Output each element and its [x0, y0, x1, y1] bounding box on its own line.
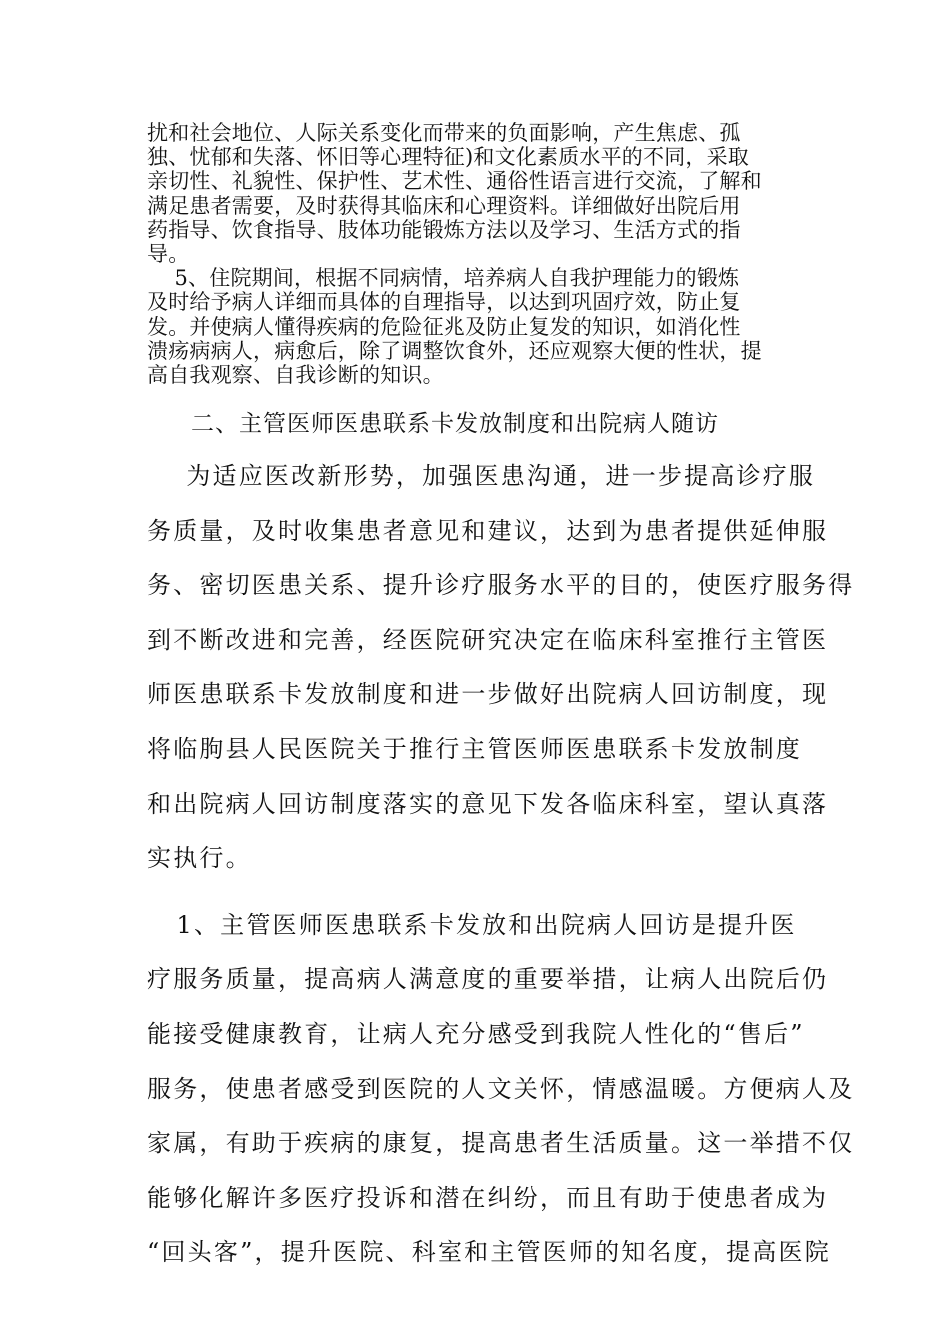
text-line: 服务，使患者感受到医院的人文关怀，情感温暖。方便病人及	[147, 1074, 855, 1103]
paragraph-item-1	[147, 905, 855, 1287]
text-line: 满足患者需要，及时获得其临床和心理资料。详细做好出院后用	[147, 193, 741, 218]
text-line: 扰和社会地位、人际关系变化而带来的负面影响，产生焦虑、孤	[147, 121, 741, 145]
text-line: 5、住院期间，根据不同病情，培养病人自我护理能力的锻炼	[147, 266, 740, 291]
text-line: 疗服务质量，提高病人满意度的重要举措，让病人出院后仍	[147, 965, 829, 994]
text-line: 及时给予病人详细而具体的自理指导，以达到巩固疗效，防止复	[147, 290, 741, 315]
text-line: 独、忧郁和失落、怀旧等心理特征)和文化素质水平的不同，采取	[147, 145, 749, 170]
paragraph-announcement	[147, 456, 855, 893]
text-line: 和出院病人回访制度落实的意见下发各临床科室，望认真落	[147, 789, 829, 818]
text-line: 导。	[147, 241, 190, 266]
text-line: 师医患联系卡发放制度和进一步做好出院病人回访制度，现	[147, 680, 829, 709]
text-line: 家属，有助于疾病的康复，提高患者生活质量。这一举措不仅	[147, 1129, 855, 1158]
paragraph-spacer	[147, 893, 807, 905]
text-line: 实执行。	[147, 844, 252, 873]
text-line: 能够化解许多医疗投诉和潜在纠纷，而且有助于使患者成为	[147, 1183, 829, 1212]
text-line: 到不断改进和完善，经医院研究决定在临床科室推行主管医	[147, 625, 829, 654]
continued-text-block	[147, 121, 807, 387]
text-line: 高自我观察、自我诊断的知识。	[147, 362, 444, 387]
text-line: 1、主管医师医患联系卡发放和出院病人回访是提升医	[147, 910, 797, 939]
text-line: 亲切性、礼貌性、保护性、艺术性、通俗性语言进行交流，了解和	[147, 169, 762, 194]
text-line: 务质量，及时收集患者意见和建议，达到为患者提供延伸服	[147, 516, 829, 545]
text-line: 为适应医改新形势，加强医患沟通，进一步提高诊疗服	[147, 462, 816, 490]
body-text-block	[147, 456, 855, 1287]
text-line: 将临朐县人民医院关于推行主管医师医患联系卡发放制度	[147, 734, 802, 763]
text-line: 药指导、饮食指导、肢体功能锻炼方法以及学习、生活方式的指	[147, 217, 741, 242]
text-line: 发。并使病人懂得疾病的危险征兆及防止复发的知识，如消化性	[147, 314, 741, 339]
text-line: 溃疡病病人，病愈后，除了调整饮食外，还应观察大便的性状，提	[147, 338, 762, 363]
text-line: 能接受健康教育，让病人充分感受到我院人性化的“售后”	[147, 1019, 805, 1048]
text-line: “回头客”，提升医院、科室和主管医师的知名度，提高医院	[147, 1238, 831, 1267]
section-heading: 二、主管医师医患联系卡发放制度和出院病人随访	[191, 411, 719, 437]
text-line: 务、密切医患关系、提升诊疗服务水平的目的，使医疗服务得	[147, 571, 855, 600]
